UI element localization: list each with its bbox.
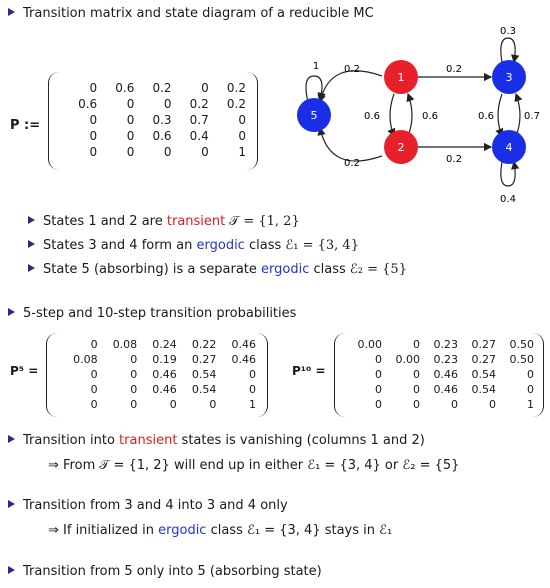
section-title-matrix	[8, 6, 374, 21]
matrix-cell: 0.46	[231, 353, 256, 366]
matrix-cell: 0.54	[191, 383, 217, 396]
matrix-row	[60, 80, 246, 96]
edge-label-1-5: 0.2	[344, 64, 360, 75]
matrix-cell: 0.2	[152, 81, 172, 95]
bullet-math: ℰ₂ = {5}	[349, 262, 407, 277]
p-matrix-table	[60, 80, 246, 160]
p10-label: P¹⁰ =	[292, 364, 326, 378]
matrix-row	[58, 352, 256, 367]
class-bullet	[28, 262, 407, 277]
matrix-cell: 0	[169, 398, 177, 411]
matrix-cell: 0	[130, 398, 138, 411]
matrix-cell: 0.22	[191, 338, 217, 351]
matrix-row	[60, 128, 246, 144]
bullet-icon	[8, 500, 15, 508]
matrix-cell: 0.2	[189, 97, 209, 111]
bullet-icon	[28, 264, 35, 272]
loop-4	[501, 162, 515, 186]
matrix-cell: 0.7	[189, 113, 209, 127]
matrix-row	[344, 367, 534, 382]
p5-matrix-table	[58, 337, 256, 412]
matrix-cell: 0	[249, 383, 256, 396]
p5-label: P⁵ =	[10, 364, 39, 378]
text-post: states is vanishing (columns 1 and 2)	[177, 433, 425, 448]
bullet-icon	[28, 240, 35, 248]
edge-label-loop5: 1	[312, 61, 320, 72]
matrix-cell: 0	[163, 145, 172, 159]
matrix-cell: 0	[375, 368, 382, 381]
section-title-nstep	[8, 306, 296, 321]
section-title-text: 5-step and 10-step transition probabilities	[23, 306, 297, 321]
right-bracket	[247, 72, 258, 170]
matrix-cell: 0	[413, 398, 420, 411]
bullet-math: 𝒯 = {1, 2}	[229, 214, 300, 229]
matrix-row	[344, 352, 534, 367]
bullet-pre: States 3 and 4 form an	[43, 238, 197, 253]
matrix-cell: 0.27	[471, 338, 496, 351]
p-matrix	[48, 72, 258, 170]
edge-label-loop4: 0.4	[500, 194, 516, 205]
matrix-cell: 0	[527, 383, 534, 396]
edge-label-2-4: 0.2	[446, 154, 462, 165]
keyword-transient: transient	[119, 433, 178, 448]
edge-label-1-2: 0.6	[364, 111, 380, 122]
matrix-cell: 0	[90, 338, 98, 351]
matrix-cell: 0	[489, 398, 496, 411]
left-bracket	[46, 333, 57, 417]
matrix-cell: 0	[130, 368, 138, 381]
matrix-cell: 0.27	[191, 353, 217, 366]
matrix-cell: 0	[238, 129, 246, 143]
section-transient-vanishing	[8, 433, 425, 448]
edge-4-3	[516, 94, 520, 136]
bullet-icon	[8, 308, 15, 316]
matrix-cell: 0	[89, 145, 98, 159]
keyword-ergodic: ergodic	[261, 262, 310, 277]
matrix-cell: 1	[527, 398, 534, 411]
matrix-cell: 0.00	[395, 353, 420, 366]
matrix-cell: 0.3	[152, 113, 172, 127]
state-5-label: 5	[310, 109, 318, 122]
edge-1-5	[320, 71, 382, 102]
matrix-cell: 0.50	[509, 353, 534, 366]
matrix-cell: 0.6	[78, 97, 98, 111]
matrix-cell: 0	[89, 129, 98, 143]
matrix-cell: 0.2	[226, 97, 246, 111]
matrix-row	[60, 96, 246, 112]
matrix-row	[344, 382, 534, 397]
matrix-cell: 0.54	[191, 368, 217, 381]
state-diagram	[290, 26, 540, 212]
matrix-cell: 0	[375, 383, 382, 396]
state-3-label: 3	[505, 71, 513, 84]
matrix-cell: 0	[527, 368, 534, 381]
bullet-pre: State 5 (absorbing) is a separate	[43, 262, 262, 277]
matrix-cell: 0	[90, 368, 98, 381]
matrix-cell: 0	[413, 368, 420, 381]
matrix-cell: 0.08	[112, 338, 138, 351]
section-absorbing	[8, 564, 322, 579]
class-bullet	[28, 238, 359, 253]
text-pre: Transition into	[23, 433, 120, 448]
matrix-cell: 0	[130, 353, 138, 366]
matrix-cell: 0	[130, 383, 138, 396]
class-bullet	[28, 214, 300, 229]
bullet-post: class	[244, 238, 286, 253]
matrix-row	[58, 397, 256, 412]
bullet-icon	[8, 435, 15, 443]
matrix-cell: 0.08	[73, 353, 98, 366]
matrix-row	[60, 144, 246, 160]
right-bracket	[257, 333, 268, 417]
matrix-cell: 0.24	[152, 338, 177, 351]
matrix-cell: 0.46	[433, 383, 458, 396]
matrix-cell: 0	[126, 129, 135, 143]
implication-text: ⇒ From 𝒯 = {1, 2} will end up in either ℰ₁ = {3, 4} or ℰ₂ = {5}	[48, 458, 460, 473]
matrix-cell: 0	[90, 398, 98, 411]
matrix-cell: 0.54	[471, 368, 496, 381]
keyword-ergodic: ergodic	[196, 238, 245, 253]
text-post: class ℰ₁ = {3, 4} stays in ℰ₁	[206, 523, 393, 538]
matrix-cell: 0	[375, 398, 382, 411]
matrix-cell: 0.46	[152, 383, 177, 396]
matrix-cell: 0.46	[152, 368, 177, 381]
p5-matrix	[46, 333, 268, 417]
p10-matrix	[334, 333, 544, 417]
edge-label-loop3: 0.3	[500, 26, 516, 37]
text: Transition from 5 only into 5 (absorbing state)	[23, 564, 322, 579]
p-matrix-label: P :=	[10, 118, 41, 133]
text: Transition from 3 and 4 into 3 and 4 only	[23, 498, 288, 513]
state-1-label: 1	[397, 71, 405, 84]
matrix-cell: 0.23	[433, 338, 458, 351]
edge-label-2-5: 0.2	[344, 158, 360, 169]
matrix-cell: 0.6	[152, 129, 172, 143]
state-4-label: 4	[505, 141, 513, 154]
edge-2-5	[320, 128, 382, 161]
matrix-cell: 0	[89, 81, 98, 95]
section-title-text: Transition matrix and state diagram of a reducible MC	[23, 6, 374, 21]
p10-matrix-table	[344, 337, 534, 412]
matrix-cell: 0.46	[433, 368, 458, 381]
matrix-row	[58, 337, 256, 352]
matrix-cell: 0.2	[226, 81, 246, 95]
keyword-transient: transient	[166, 214, 226, 229]
matrix-cell: 0	[451, 398, 458, 411]
matrix-cell: 0	[249, 368, 256, 381]
matrix-cell: 0	[126, 113, 135, 127]
state-2-label: 2	[397, 141, 405, 154]
matrix-cell: 0.54	[471, 383, 496, 396]
bullet-post: class	[309, 262, 350, 277]
edge-3-4	[498, 94, 502, 136]
edge-2-1	[408, 94, 412, 136]
matrix-cell: 0	[209, 398, 217, 411]
matrix-cell: 0.50	[509, 338, 534, 351]
bullet-icon	[8, 8, 15, 16]
matrix-cell: 0	[89, 113, 98, 127]
matrix-row	[58, 367, 256, 382]
matrix-cell: 0	[238, 113, 246, 127]
matrix-cell: 0	[163, 97, 172, 111]
matrix-cell: 0.6	[115, 81, 135, 95]
bullet-math: ℰ₁ = {3, 4}	[285, 238, 359, 253]
implication-line-1	[48, 458, 459, 473]
left-bracket	[48, 72, 59, 170]
matrix-cell: 1	[238, 145, 246, 159]
matrix-row	[344, 337, 534, 352]
matrix-cell: 0.19	[152, 353, 177, 366]
matrix-cell: 0	[126, 145, 135, 159]
edge-1-2	[390, 94, 394, 136]
edge-label-3-4: 0.7	[524, 111, 540, 122]
matrix-cell: 0.46	[231, 338, 256, 351]
bullet-icon	[28, 216, 35, 224]
edge-label-2-1: 0.6	[422, 111, 438, 122]
matrix-row	[344, 397, 534, 412]
matrix-cell: 0	[413, 383, 420, 396]
matrix-cell: 0	[90, 383, 98, 396]
loop-3	[501, 38, 515, 62]
matrix-cell: 0.00	[357, 338, 382, 351]
section-ergodic-closed	[8, 498, 288, 513]
bullet-icon	[8, 566, 15, 574]
implication-line-2	[48, 523, 392, 538]
matrix-cell: 0	[201, 81, 209, 95]
matrix-cell: 0.4	[189, 129, 209, 143]
matrix-cell: 0	[413, 338, 420, 351]
matrix-cell: 0.27	[471, 353, 496, 366]
matrix-row	[58, 382, 256, 397]
edge-label-4-3: 0.6	[478, 111, 494, 122]
matrix-cell: 1	[249, 398, 256, 411]
edge-label-1-3: 0.2	[446, 64, 462, 75]
matrix-cell: 0	[126, 97, 135, 111]
matrix-cell: 0	[201, 145, 209, 159]
text-pre: ⇒ If initialized in	[48, 523, 159, 538]
matrix-cell: 0.23	[433, 353, 458, 366]
keyword-ergodic: ergodic	[158, 523, 207, 538]
bullet-pre: States 1 and 2 are	[43, 214, 167, 229]
matrix-row	[60, 112, 246, 128]
right-bracket	[533, 333, 544, 417]
matrix-cell: 0	[375, 353, 382, 366]
